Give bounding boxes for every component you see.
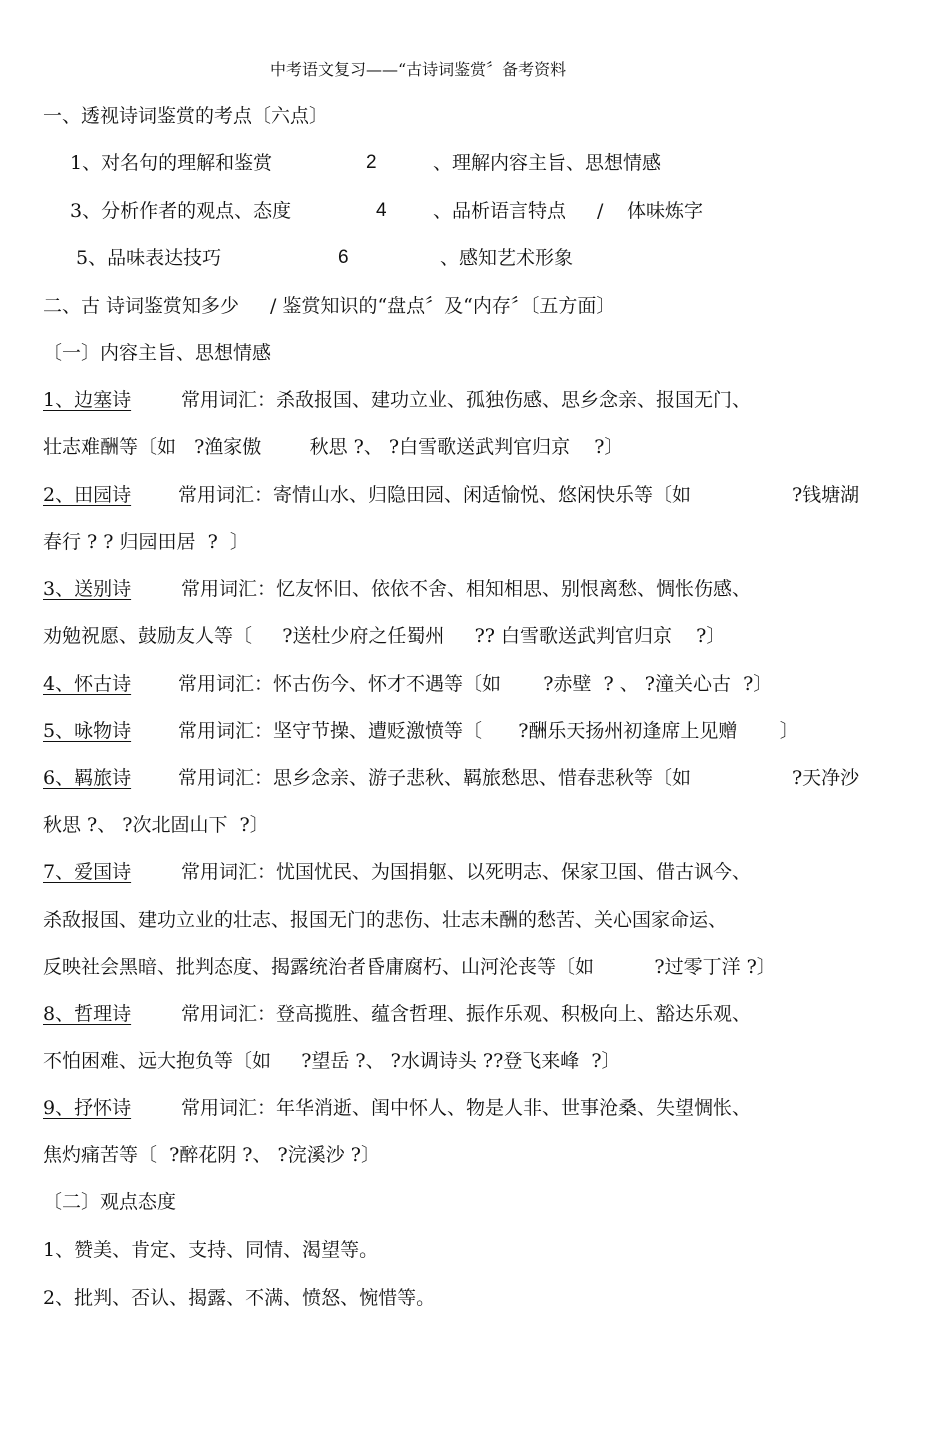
poem-type-label: 3、送别诗: [43, 578, 132, 600]
point-6: 、感知艺术形象: [440, 247, 574, 269]
point-4-number: 4: [376, 200, 387, 221]
poem-type-continuation: 春行 ? ? 归园田居 ? 〕: [43, 531, 249, 553]
point-1: 1、对名句的理解和鉴赏: [70, 152, 273, 174]
attitude-item: 1、赞美、肯定、支持、同情、渴望等。: [43, 1239, 379, 1261]
poem-type-continuation: 反映社会黑暗、批判态度、揭露统治者昏庸腐朽、山河沦丧等〔如 ?过零丁洋 ?〕: [43, 956, 776, 978]
point-4: 、品析语言特点: [433, 200, 567, 222]
poem-type-label: 2、田园诗: [43, 484, 132, 506]
point-4-extra: 体味炼字: [627, 200, 704, 222]
point-5: 5、品味表达技巧: [76, 247, 222, 269]
poem-type-continuation: 秋思 ?、 ?次北固山下 ?〕: [43, 814, 269, 836]
poem-type-continuation: 劝勉祝愿、鼓励友人等〔 ?送杜少府之任蜀州 ?? 白雪歌送武判官归京 ?〕: [43, 625, 726, 647]
poem-type-continuation: 壮志难酬等〔如 ?渔家傲 秋思 ?、 ?白雪歌送武判官归京 ?〕: [43, 436, 624, 458]
poem-type-vocab: 常用词汇：寄情山水、归隐田园、闲适愉悦、悠闲快乐等〔如: [178, 484, 692, 506]
poem-type-vocab: 常用词汇：杀敌报国、建功立业、孤独伤感、思乡念亲、报国无门、: [181, 389, 752, 411]
point-4-slash: /: [597, 200, 604, 222]
poem-type-vocab-tail: ?天净沙: [792, 767, 860, 789]
subsection-2-heading: 〔二〕观点态度: [43, 1191, 177, 1213]
poem-type-vocab: 常用词汇：思乡念亲、游子悲秋、羁旅愁思、惜春悲秋等〔如: [178, 767, 692, 789]
poem-type-continuation: 不怕困难、远大抱负等〔如 ?望岳 ?、 ?水调诗头 ??登飞来峰 ?〕: [43, 1050, 621, 1072]
attitude-item: 2、批判、否认、揭露、不满、愤怒、惋惜等。: [43, 1287, 436, 1309]
document-title: 中考语文复习——“古诗词鉴赏〞备考资料: [270, 60, 567, 79]
poem-type-label: 7、爱国诗: [43, 861, 132, 883]
poem-type-label: 9、抒怀诗: [43, 1097, 132, 1119]
poem-type-vocab-tail: ?钱塘湖: [792, 484, 860, 506]
poem-type-label: 6、羁旅诗: [43, 767, 132, 789]
poem-type-vocab: 常用词汇：忧国忧民、为国捐躯、以死明志、保家卫国、借古讽今、: [181, 861, 752, 883]
poem-type-vocab: 常用词汇：年华消逝、闺中怀人、物是人非、世事沧桑、失望惆怅、: [181, 1097, 752, 1119]
poem-type-vocab: 常用词汇：忆友怀旧、依依不舍、相知相思、别恨离愁、惆怅伤感、: [181, 578, 752, 600]
subsection-1-heading: 〔一〕内容主旨、思想情感: [43, 342, 272, 364]
poem-type-continuation: 杀敌报国、建功立业的壮志、报国无门的悲伤、壮志未酬的愁苦、关心国家命运、: [43, 909, 728, 931]
poem-type-vocab: 常用词汇：登高揽胜、蕴含哲理、振作乐观、积极向上、豁达乐观、: [181, 1003, 752, 1025]
poem-type-vocab: 常用词汇：坚守节操、遭贬激愤等〔 ?酬乐天扬州初逢席上见赠 〕: [178, 720, 799, 742]
poem-type-vocab: 常用词汇：怀古伤今、怀才不遇等〔如 ?赤壁 ? 、 ?潼关心古 ?〕: [178, 673, 773, 695]
section1-heading: 一、透视诗词鉴赏的考点〔六点〕: [43, 105, 329, 127]
section2-heading-part2: / 鉴赏知识的“盘点〞及“内存〞〔五方面〕: [270, 295, 616, 317]
point-2-number: 2: [366, 152, 377, 173]
poem-type-label: 1、边塞诗: [43, 389, 132, 411]
poem-type-label: 8、哲理诗: [43, 1003, 132, 1025]
point-3: 3、分析作者的观点、态度: [70, 200, 292, 222]
poem-type-label: 5、咏物诗: [43, 720, 132, 742]
poem-type-label: 4、怀古诗: [43, 673, 132, 695]
poem-type-continuation: 焦灼痛苦等〔 ?醉花阴 ?、 ?浣溪沙 ?〕: [43, 1144, 380, 1166]
point-2: 、理解内容主旨、思想情感: [433, 152, 662, 174]
section2-heading-part1: 二、古 诗词鉴赏知多少: [43, 295, 240, 317]
point-6-number: 6: [338, 247, 349, 268]
